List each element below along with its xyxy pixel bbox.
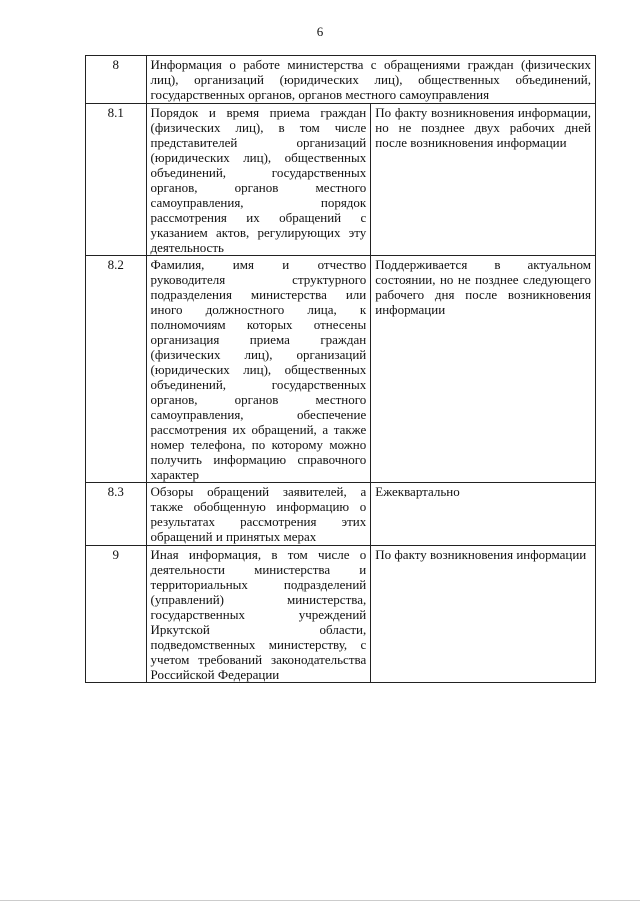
row-number: 8 xyxy=(86,56,147,104)
information-table xyxy=(85,55,596,683)
table-row xyxy=(86,56,596,104)
deadline-text: Ежеквартально xyxy=(371,483,596,546)
info-text: Фамилия, имя и отчество руководителя структурного подразделения министерства или иного должностного лица, к полномочиям которых отнесены организация приема граждан (физических лиц), организаций (юридических лиц), общественных объединений, государственных органов, органов местного самоуправления, обеспечение рассмотрения их обращений, а также номер телефона, по которому можно получить информацию справочного характер xyxy=(146,256,371,483)
table-row xyxy=(86,546,596,683)
info-text: Информация о работе министерства с обращениями граждан (физических лиц), организаций (юридических лиц), общественных объединений, государственных органов, органов местного самоуправления xyxy=(146,56,595,104)
info-text: Порядок и время приема граждан (физических лиц), в том числе представителей организаций (юридических лиц), общественных объединений, государственных органов, органов местного самоуправления, порядок рассмотрения их обращений с указанием актов, регулирующих эту деятельность xyxy=(146,104,371,256)
row-number: 8.3 xyxy=(86,483,147,546)
page-bottom-edge xyxy=(0,900,640,901)
deadline-text: Поддерживается в актуальном состоянии, но не позднее следующего рабочего дня после возникновения информации xyxy=(371,256,596,483)
deadline-text: По факту возникновения информации, но не позднее двух рабочих дней после возникновения информации xyxy=(371,104,596,256)
page-number: 6 xyxy=(316,24,324,39)
table-row xyxy=(86,104,596,256)
table-row xyxy=(86,256,596,483)
info-text: Иная информация, в том числе о деятельности министерства и территориальных подразделений (управлений) министерства, государственных учреждений Иркутской области, подведомственных министерству, с учетом требований законодательства Российской Федерации xyxy=(146,546,371,683)
info-text: Обзоры обращений заявителей, а также обобщенную информацию о результатах рассмотрения этих обращений и принятых мерах xyxy=(146,483,371,546)
row-number: 8.2 xyxy=(86,256,147,483)
table-row xyxy=(86,483,596,546)
deadline-text: По факту возникновения информации xyxy=(371,546,596,683)
row-number: 9 xyxy=(86,546,147,683)
row-number: 8.1 xyxy=(86,104,147,256)
